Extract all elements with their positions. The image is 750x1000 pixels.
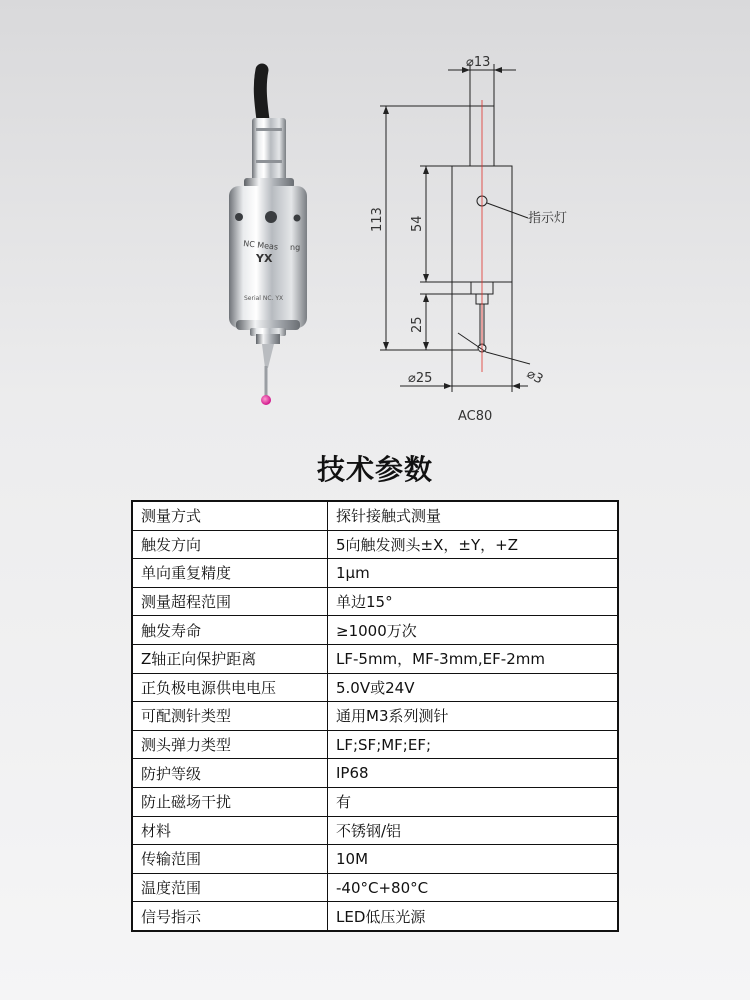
dim-ball-diameter: ⌀3	[524, 366, 546, 388]
engraving-2: ng	[290, 243, 301, 252]
spec-row	[132, 559, 618, 588]
spec-key: 正负极电源供电电压	[132, 673, 328, 702]
dim-body-diameter: ⌀25	[408, 371, 433, 386]
spec-value: 不锈钢/铝	[328, 816, 619, 845]
spec-row	[132, 673, 618, 702]
spec-key: 可配测针类型	[132, 702, 328, 731]
spec-row	[132, 759, 618, 788]
spec-key: 测头弹力类型	[132, 730, 328, 759]
spec-value: 探针接触式测量	[328, 501, 619, 530]
model-label: AC80	[458, 409, 493, 424]
spec-key: 传输范围	[132, 845, 328, 874]
spec-key: 单向重复精度	[132, 559, 328, 588]
spec-value: ≥1000万次	[328, 616, 619, 645]
spec-key: 防护等级	[132, 759, 328, 788]
technical-drawing	[0, 0, 750, 440]
spec-value: 10M	[328, 845, 619, 874]
engraving-3: YX	[256, 252, 273, 265]
spec-value: LF;SF;MF;EF;	[328, 730, 619, 759]
spec-value: LF-5mm，MF-3mm,EF-2mm	[328, 644, 619, 673]
indicator-label: 指示灯	[528, 211, 568, 226]
spec-row	[132, 616, 618, 645]
spec-row	[132, 530, 618, 559]
spec-value: -40°C+80°C	[328, 873, 619, 902]
spec-key: 防止磁场干扰	[132, 787, 328, 816]
spec-value: 5向触发测头±X，±Y，+Z	[328, 530, 619, 559]
spec-value: IP68	[328, 759, 619, 788]
spec-key: 材料	[132, 816, 328, 845]
spec-value: 有	[328, 787, 619, 816]
spec-row	[132, 787, 618, 816]
spec-row	[132, 816, 618, 845]
spec-value: 5.0V或24V	[328, 673, 619, 702]
dim-body-length: 54	[410, 215, 425, 232]
dim-stylus-length: 25	[410, 316, 425, 333]
dim-total-length: 113	[370, 207, 385, 232]
spec-row	[132, 902, 618, 931]
spec-key: 触发方向	[132, 530, 328, 559]
spec-value: 通用M3系列测针	[328, 702, 619, 731]
dim-top-diameter: ⌀13	[466, 55, 491, 70]
spec-table	[131, 500, 619, 932]
spec-value: LED低压光源	[328, 902, 619, 931]
spec-row	[132, 873, 618, 902]
spec-row	[132, 501, 618, 530]
spec-row	[132, 587, 618, 616]
spec-key: 信号指示	[132, 902, 328, 931]
engraving-1: NC Meas	[242, 239, 279, 252]
serial-engraving: Serial NC. YX	[244, 295, 284, 302]
spec-key: 测量超程范围	[132, 587, 328, 616]
section-title: 技术参数	[316, 453, 433, 486]
spec-row	[132, 730, 618, 759]
spec-value: 单边15°	[328, 587, 619, 616]
spec-row	[132, 702, 618, 731]
spec-value: 1μm	[328, 559, 619, 588]
spec-key: 温度范围	[132, 873, 328, 902]
spec-row	[132, 845, 618, 874]
spec-row	[132, 644, 618, 673]
spec-key: 触发寿命	[132, 616, 328, 645]
spec-key: Z轴正向保护距离	[132, 644, 328, 673]
spec-key: 测量方式	[132, 501, 328, 530]
